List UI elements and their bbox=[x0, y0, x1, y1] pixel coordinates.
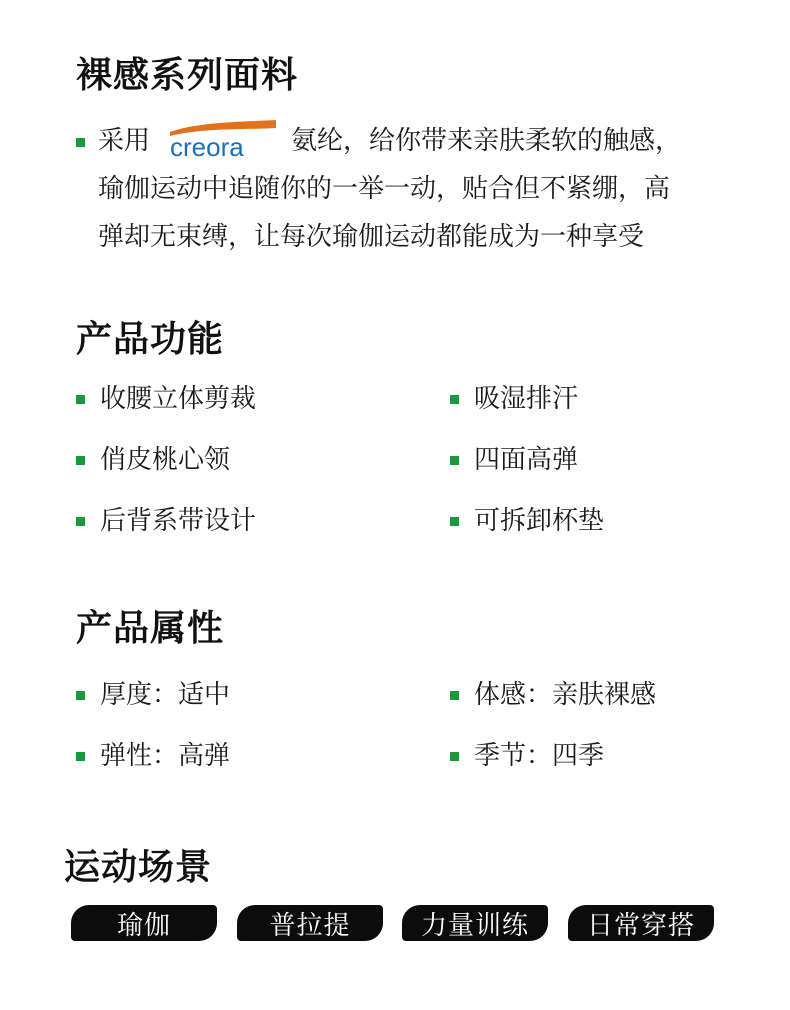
bullet-icon bbox=[450, 517, 459, 526]
bullet-icon bbox=[450, 752, 459, 761]
section-title-fabric: 裸感系列面料 bbox=[76, 55, 299, 96]
section-title-attributes: 产品属性 bbox=[76, 608, 225, 649]
feature-label: 吸湿排汗 bbox=[474, 384, 579, 414]
bullet-icon bbox=[450, 456, 459, 465]
bullet-icon bbox=[76, 138, 85, 147]
scenario-tag-pilates: 普拉提 bbox=[237, 905, 383, 941]
creora-logo-text: creora bbox=[170, 132, 244, 162]
scenario-tag-strength: 力量训练 bbox=[402, 905, 548, 941]
feature-label: 收腰立体剪裁 bbox=[100, 384, 257, 414]
bullet-icon bbox=[76, 395, 85, 404]
feature-label: 俏皮桃心领 bbox=[100, 445, 231, 475]
attribute-label: 体感：亲肤裸感 bbox=[474, 680, 657, 710]
feature-label: 可拆卸杯垫 bbox=[474, 506, 605, 536]
section-title-scenarios: 运动场景 bbox=[64, 847, 213, 888]
attribute-label: 季节：四季 bbox=[474, 741, 605, 771]
bullet-icon bbox=[76, 517, 85, 526]
bullet-icon bbox=[76, 691, 85, 700]
bullet-icon bbox=[450, 691, 459, 700]
creora-logo bbox=[168, 118, 278, 162]
section-title-features: 产品功能 bbox=[76, 319, 225, 360]
bullet-icon bbox=[450, 395, 459, 404]
scenario-tag-daily: 日常穿搭 bbox=[568, 905, 714, 941]
bullet-icon bbox=[76, 752, 85, 761]
feature-label: 四面高弹 bbox=[474, 445, 579, 475]
bullet-icon bbox=[76, 456, 85, 465]
intro-prefix: 采用 bbox=[98, 126, 151, 156]
attribute-label: 弹性：高弹 bbox=[100, 741, 231, 771]
feature-label: 后背系带设计 bbox=[100, 506, 257, 536]
intro-line2: 瑜伽运动中追随你的一举一动，贴合但不紧绷，高 bbox=[98, 174, 671, 204]
scenario-tag-yoga: 瑜伽 bbox=[71, 905, 217, 941]
intro-line3: 弹却无束缚，让每次瑜伽运动都能成为一种享受 bbox=[98, 222, 645, 252]
intro-line1-suffix: 氨纶，给你带来亲肤柔软的触感， bbox=[291, 126, 682, 156]
attribute-label: 厚度：适中 bbox=[100, 680, 231, 710]
